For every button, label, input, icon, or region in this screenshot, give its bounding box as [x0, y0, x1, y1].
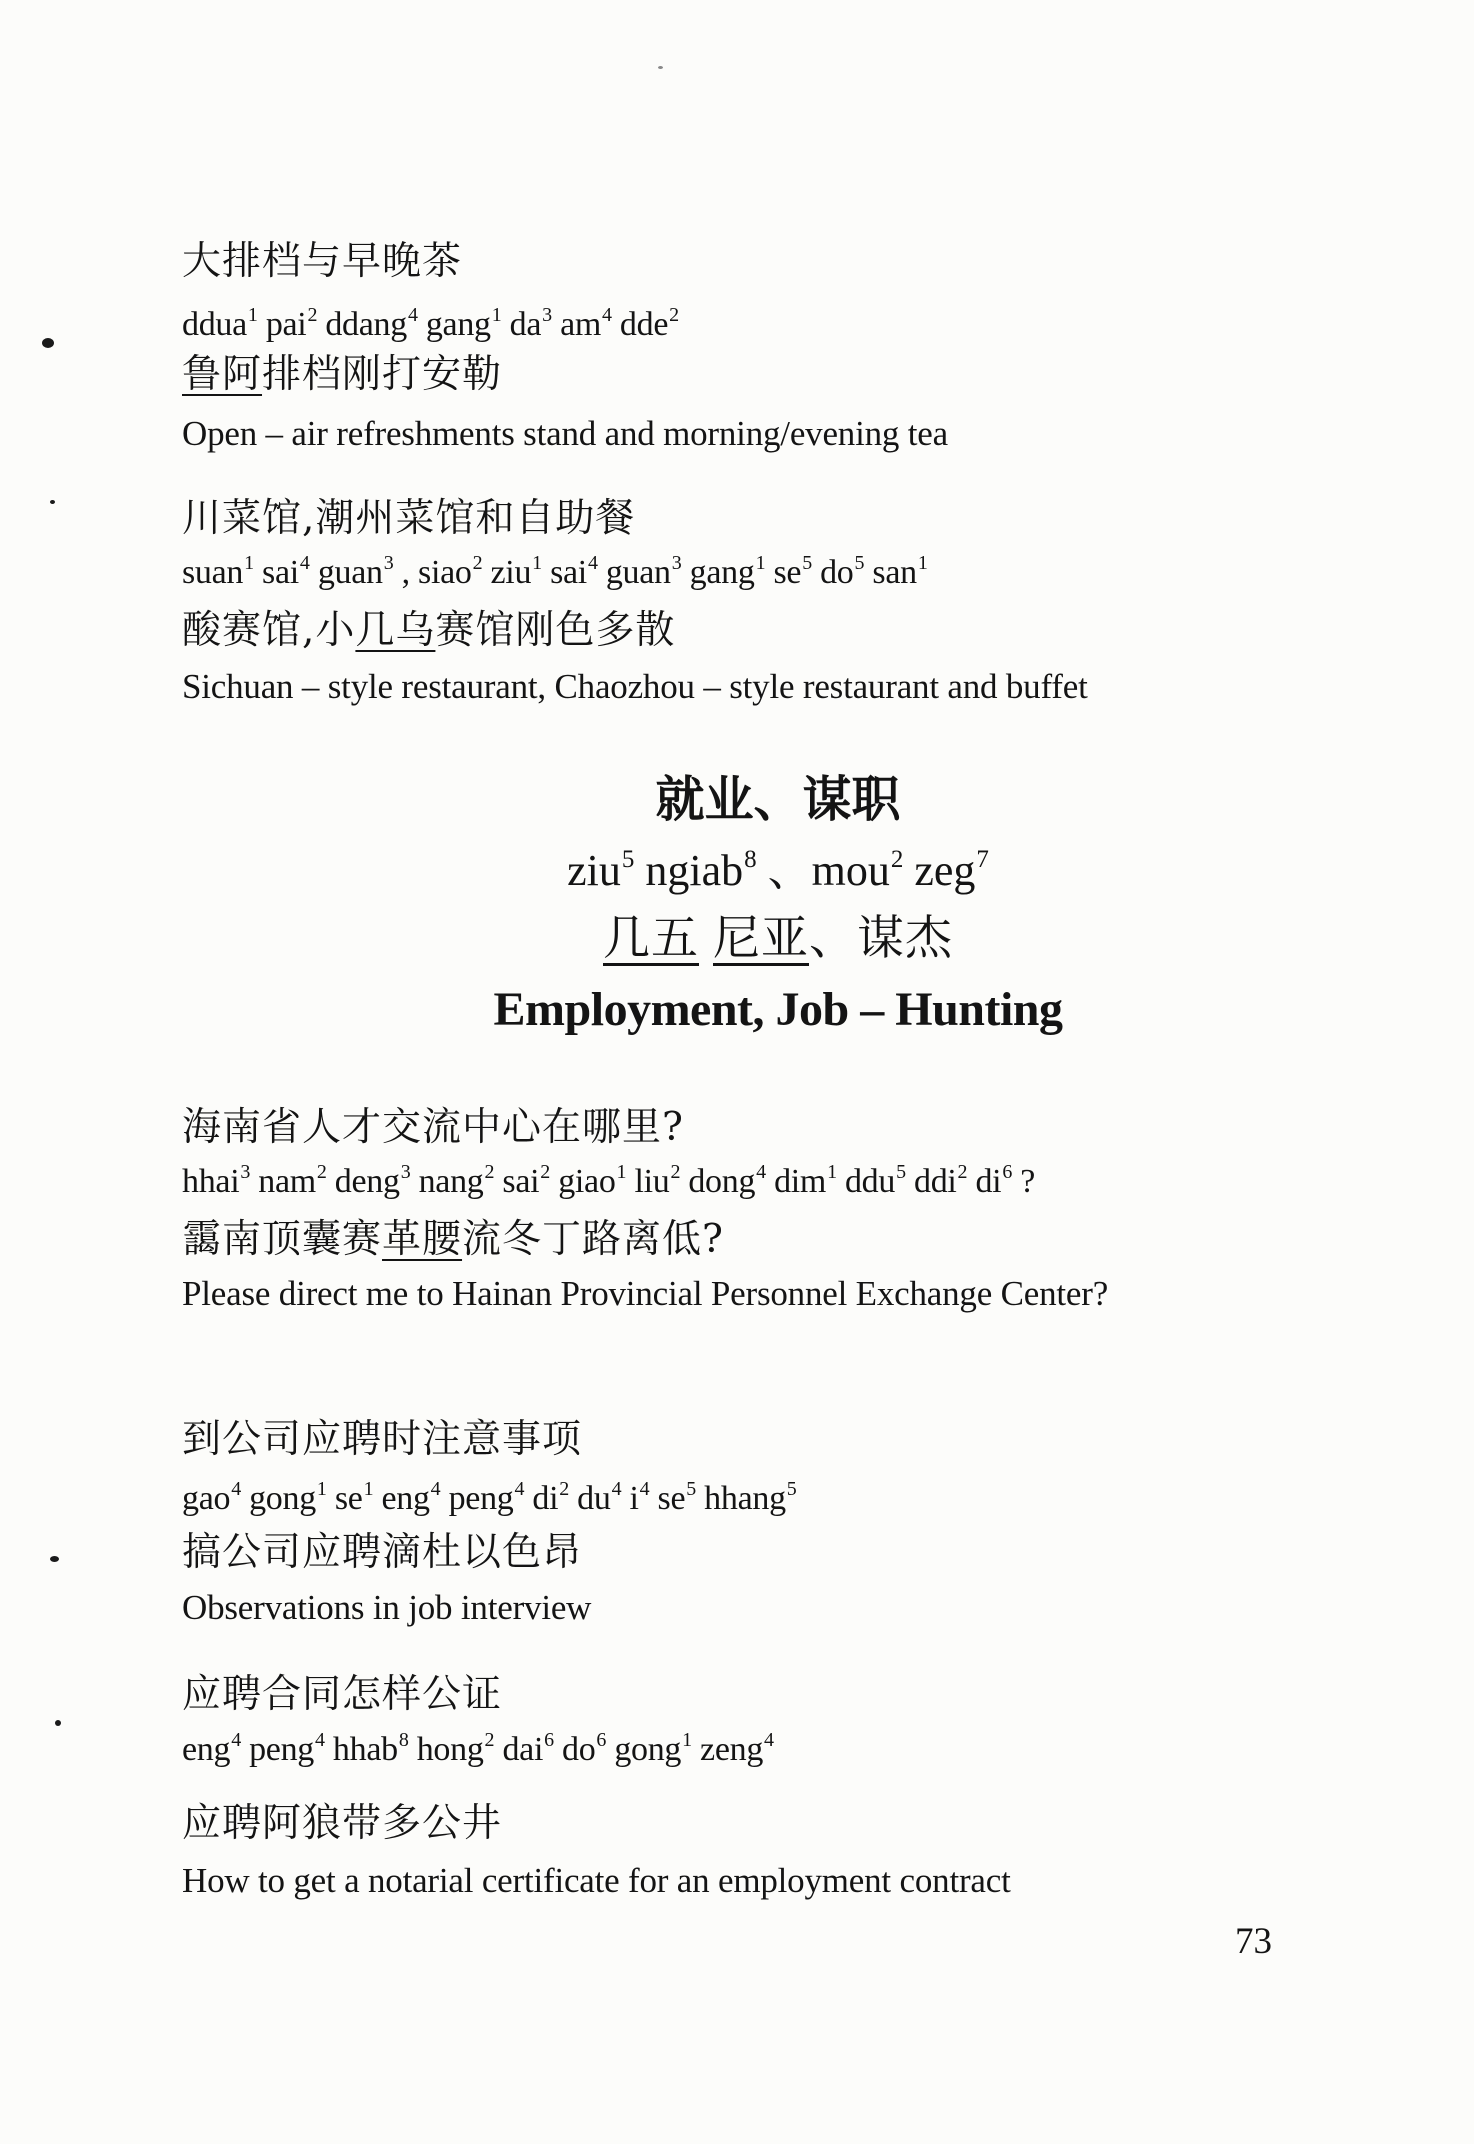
pinyin-syllable: $di^6$	[975, 1161, 1013, 1200]
pinyin-syllable: hong$^2$	[416, 1729, 495, 1768]
hainanese-segment: 靄南顶囊赛	[182, 1217, 383, 1262]
pinyin-syllable: dong$^4$	[688, 1161, 766, 1200]
section-heading-pinyin	[300, 844, 1256, 898]
pinyin-syllable: ,	[401, 554, 410, 591]
english-translation: Open – air refreshments stand and morning/evening tea	[182, 414, 948, 453]
hainanese-segment: 赛馆刚色多散	[435, 608, 676, 653]
tone-number: 4	[587, 552, 598, 574]
pinyin-syllable: $se^5$	[657, 1478, 696, 1517]
tone-number: 4	[514, 1478, 525, 1500]
pinyin-syllable: sai$^2$	[502, 1161, 550, 1200]
tone-number: 2	[890, 846, 904, 873]
hainanese-segment: 酸赛馆,小	[182, 608, 356, 653]
hainanese-segment: 应聘阿狼带多公井	[182, 1801, 503, 1846]
tone-number: 3	[240, 1161, 251, 1183]
tone-number: 5	[786, 1478, 797, 1500]
tone-number: 3	[383, 552, 394, 574]
tone-number: 3	[542, 304, 552, 326]
hainanese-segment: 流冬丁路离低?	[462, 1217, 724, 1262]
pinyin-romanization	[182, 1728, 774, 1772]
tone-number: 7	[976, 846, 989, 873]
pinyin-syllable: zeng$^4$	[700, 1729, 774, 1768]
scan-speck	[50, 1556, 59, 1562]
tone-number: 4	[756, 1161, 766, 1183]
tone-number: 8	[398, 1729, 409, 1751]
pinyin-syllable: san$^1$	[872, 552, 928, 591]
english-translation: How to get a notarial certificate for an employment contract	[182, 1861, 1011, 1900]
scan-speck	[55, 1720, 61, 1726]
tone-number: 1	[316, 1478, 327, 1500]
underlined-syllables: 尼亚	[713, 911, 809, 966]
pinyin-syllable: $do^6$	[562, 1729, 607, 1768]
tone-number: 6	[544, 1729, 554, 1751]
pinyin-syllable: hhab$^8$	[332, 1729, 409, 1768]
tone-number: 2	[472, 552, 483, 574]
pinyin-syllable: pai$^2$	[265, 304, 318, 343]
tone-number: 4	[407, 304, 418, 326]
pinyin-syllable: guan$^3$	[317, 552, 394, 591]
tone-number: 4	[231, 1478, 241, 1500]
tone-number: 4	[430, 1478, 441, 1500]
pinyin-syllable: 、mou$^2$	[767, 846, 904, 895]
tone-number: 2	[670, 1161, 681, 1183]
tone-number: 4	[639, 1478, 650, 1500]
underlined-syllables: 几五	[603, 911, 699, 966]
tone-number: 1	[244, 552, 254, 574]
pinyin-syllable: suan$^1$	[182, 552, 254, 591]
pinyin-syllable: gang$^1$	[425, 304, 502, 343]
scan-speck	[50, 500, 55, 504]
pinyin-syllable: $da^3$	[509, 304, 552, 343]
pinyin-syllable: ddu$^5$	[844, 1161, 906, 1200]
tone-number: 3	[671, 552, 682, 574]
pinyin-romanization	[182, 551, 928, 595]
pinyin-syllable: nang$^2$	[418, 1161, 495, 1200]
chinese-phrase: 到公司应聘时注意事项	[182, 1417, 583, 1462]
english-translation: Observations in job interview	[182, 1588, 592, 1627]
tone-number: 4	[315, 1729, 325, 1751]
pinyin-syllable: $se^1$	[334, 1478, 374, 1517]
pinyin-syllable: eng$^4$	[182, 1729, 241, 1768]
tone-number: 6	[596, 1729, 607, 1751]
hainanese-segment: 、谋杰	[809, 911, 953, 966]
tone-number: 1	[755, 552, 766, 574]
pinyin-syllable: ngiab$^8$	[645, 846, 757, 895]
tone-number: 5	[621, 846, 635, 873]
tone-number: 8	[744, 846, 757, 873]
chinese-phrase: 应聘合同怎样公证	[182, 1672, 503, 1717]
pinyin-romanization	[182, 1477, 796, 1521]
tone-number: 4	[611, 1478, 622, 1500]
tone-number: 4	[764, 1729, 774, 1751]
tone-number: 2	[559, 1478, 569, 1500]
hainanese-transliteration	[182, 1216, 724, 1264]
tone-number: 4	[299, 552, 310, 574]
pinyin-syllable: sai$^4$	[550, 552, 598, 591]
tone-number: 2	[307, 304, 318, 326]
pinyin-syllable: gao$^4$	[182, 1478, 241, 1517]
pinyin-syllable: siao$^2$	[418, 552, 483, 591]
pinyin-syllable: $du^4$	[577, 1478, 622, 1517]
tone-number: 1	[917, 552, 928, 574]
tone-number: 3	[400, 1161, 411, 1183]
pinyin-syllable: $i^4$	[629, 1478, 650, 1517]
pinyin-syllable: ddang$^4$	[325, 304, 418, 343]
hainanese-transliteration	[182, 1529, 582, 1577]
tone-number: 2	[669, 304, 679, 326]
tone-number: 1	[616, 1161, 627, 1183]
tone-number: 1	[491, 304, 502, 326]
section-heading-hainanese	[300, 910, 1256, 968]
pinyin-syllable: zeg$^7$	[914, 846, 989, 895]
section-heading-english: Employment, Job – Hunting	[493, 983, 1063, 1036]
pinyin-romanization	[182, 1160, 1035, 1204]
pinyin-syllable: liu$^2$	[634, 1161, 681, 1200]
pinyin-syllable: peng$^4$	[249, 1729, 325, 1768]
pinyin-syllable: ziu$^1$	[490, 552, 542, 591]
tone-number: 4	[231, 1729, 241, 1751]
hainanese-segment: 排档刚打安勒	[262, 352, 503, 397]
tone-number: 1	[247, 304, 258, 326]
pinyin-syllable: $am^4$	[560, 304, 612, 343]
tone-number: 1	[682, 1729, 692, 1751]
tone-number: 1	[363, 1478, 374, 1500]
pinyin-syllable: dai$^6$	[502, 1729, 554, 1768]
tone-number: 2	[316, 1161, 327, 1183]
pinyin-syllable: ?	[1020, 1163, 1036, 1200]
pinyin-syllable: gong$^1$	[614, 1729, 692, 1768]
pinyin-syllable: $se^5$	[773, 552, 812, 591]
section-heading-chinese: 就业、谋职	[655, 770, 901, 828]
hainanese-segment: 搞公司应聘滴杜以色昂	[182, 1530, 583, 1575]
pinyin-syllable: giao$^1$	[558, 1161, 627, 1200]
hainanese-transliteration	[182, 351, 502, 399]
english-translation: Sichuan – style restaurant, Chaozhou – style restaurant and buffet	[182, 667, 1088, 706]
tone-number: 5	[686, 1478, 696, 1500]
pinyin-syllable: hhai$^3$	[182, 1161, 251, 1200]
pinyin-syllable: deng$^3$	[334, 1161, 411, 1200]
pinyin-syllable: $di^2$	[532, 1478, 569, 1517]
tone-number: 6	[1002, 1161, 1013, 1183]
pinyin-syllable: ziu$^5$	[567, 846, 635, 895]
pinyin-syllable: guan$^3$	[605, 552, 682, 591]
scan-speck	[658, 66, 663, 69]
tone-number: 4	[602, 304, 612, 326]
pinyin-syllable: dde$^2$	[619, 304, 679, 343]
pinyin-syllable: gong$^1$	[249, 1478, 327, 1517]
tone-number: 2	[484, 1161, 495, 1183]
chinese-phrase: 川菜馆,潮州菜馆和自助餐	[182, 496, 636, 541]
page-number: 73	[1235, 1921, 1272, 1962]
underlined-syllables: 鲁阿	[182, 352, 263, 397]
tone-number: 2	[484, 1729, 495, 1751]
pinyin-syllable: gang$^1$	[689, 552, 766, 591]
underlined-syllables: 革腰	[382, 1217, 463, 1262]
pinyin-syllable: eng$^4$	[381, 1478, 441, 1517]
pinyin-syllable: ddua$^1$	[182, 304, 258, 343]
tone-number: 1	[532, 552, 542, 574]
tone-number: 2	[957, 1161, 968, 1183]
tone-number: 5	[896, 1161, 906, 1183]
tone-number: 2	[540, 1161, 550, 1183]
pinyin-syllable: sai$^4$	[262, 552, 310, 591]
pinyin-syllable: $do^5$	[820, 552, 865, 591]
chinese-phrase: 大排档与早晚茶	[182, 239, 463, 284]
pinyin-syllable: peng$^4$	[448, 1478, 525, 1517]
english-translation: Please direct me to Hainan Provincial Personnel Exchange Center?	[182, 1274, 1109, 1313]
scan-speck	[42, 338, 54, 348]
tone-number: 5	[854, 552, 865, 574]
hainanese-transliteration	[182, 1800, 502, 1848]
pinyin-syllable: hhang$^5$	[704, 1478, 797, 1517]
tone-number: 1	[827, 1161, 837, 1183]
hainanese-transliteration	[182, 607, 675, 655]
tone-number: 5	[802, 552, 812, 574]
pinyin-syllable: nam$^2$	[258, 1161, 327, 1200]
chinese-phrase: 海南省人才交流中心在哪里?	[182, 1105, 684, 1150]
pinyin-syllable: ddi$^2$	[914, 1161, 968, 1200]
pinyin-syllable: dim$^1$	[774, 1161, 837, 1200]
underlined-syllables: 几乌	[355, 608, 436, 653]
pinyin-romanization	[182, 303, 679, 347]
